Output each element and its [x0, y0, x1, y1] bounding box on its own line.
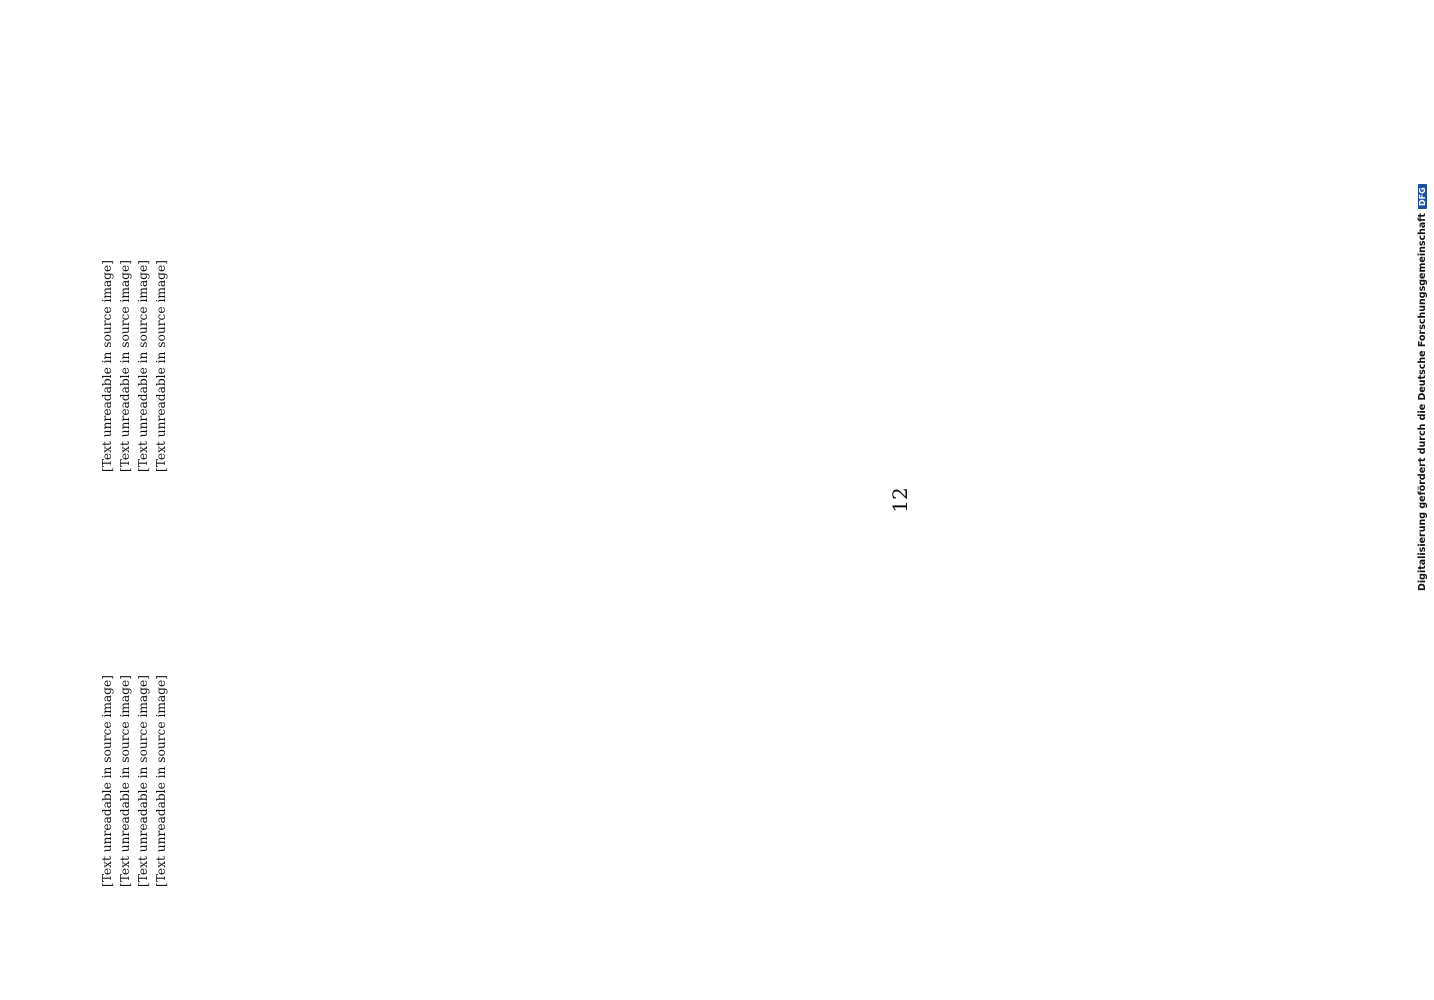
right-column — [100, 95, 900, 490]
paragraph: [Text unreadable in source image] — [135, 260, 150, 472]
digitization-notice — [1414, 6, 1430, 986]
left-column — [100, 510, 900, 905]
paragraph: [Text unreadable in source image] — [100, 260, 114, 472]
rotated-content — [100, 95, 1300, 905]
paragraph: [Text unreadable in source image] — [135, 675, 150, 887]
notice-text: Digitalisierung gefördert durch die Deutsche Forschungsgemeinschaft — [1416, 213, 1428, 591]
paragraph: [Text unreadable in source image] — [100, 675, 114, 887]
document-page — [100, 95, 1300, 905]
dfg-logo: DFG — [1418, 184, 1427, 209]
paragraph: [Text unreadable in source image] — [117, 260, 132, 472]
paragraph: [Text unreadable in source image] — [117, 675, 132, 887]
column-gutter — [100, 502, 900, 503]
page-number: 12 — [888, 487, 912, 513]
paragraph: [Text unreadable in source image] — [153, 260, 168, 472]
paragraph: [Text unreadable in source image] — [153, 675, 168, 887]
